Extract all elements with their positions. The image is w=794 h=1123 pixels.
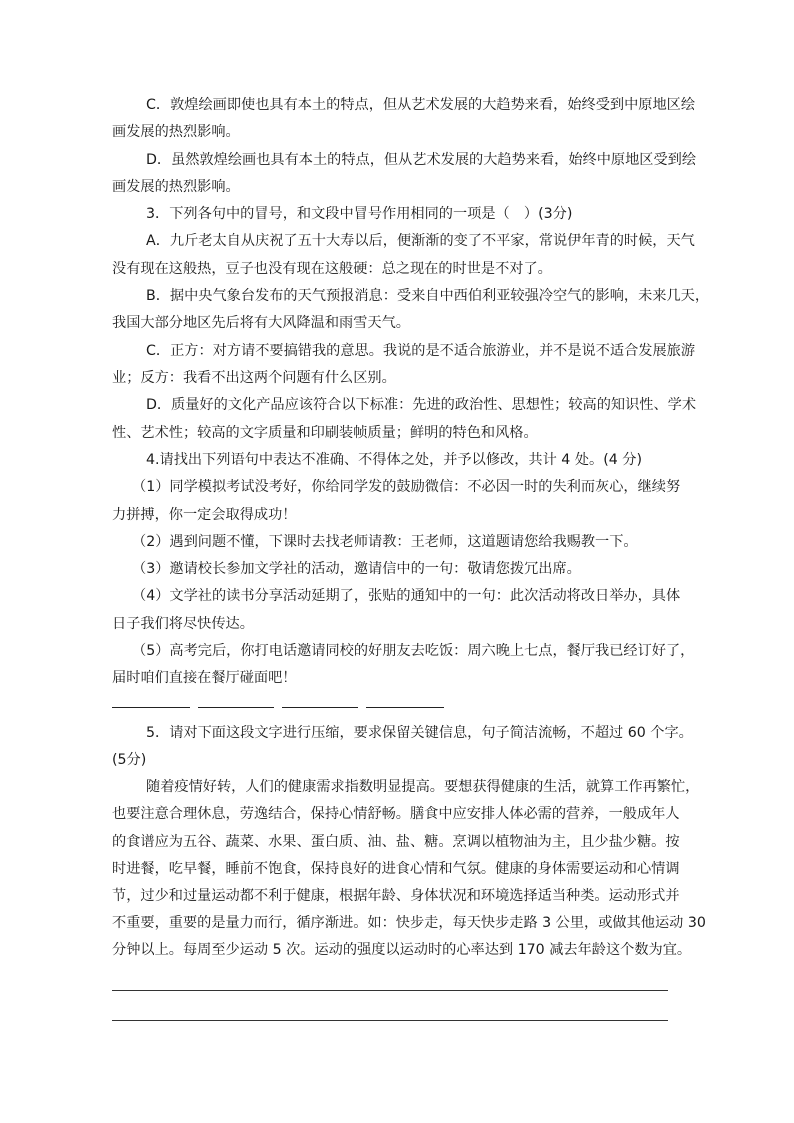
q5-stem-line1: 5．请对下面这段文字进行压缩，要求保留关键信息，句子简洁流畅，不超过 60 个字。 bbox=[146, 725, 693, 741]
q4-answer-blanks[interactable] bbox=[112, 707, 446, 709]
q5-passage-line6: 不重要，重要的是量力而行，循序渐进。如：快步走，每天快步走路 3 公里，或做其他运动 30 bbox=[112, 915, 706, 931]
q5-passage-line1: 随着疫情好转，人们的健康需求指数明显提高。要想获得健康的生活，就算工作再繁忙， bbox=[146, 779, 700, 795]
q3-option-a-line2: 没有现在这般热，豆子也没有现在这般硬：总之现在的时世是不对了。 bbox=[112, 261, 552, 277]
q5-passage-line5: 节，过少和过量运动都不利于健康，根据年龄、身体状况和环境选择适当种类。运动形式并 bbox=[112, 888, 680, 904]
q2-option-c-line2: 画发展的热烈影响。 bbox=[112, 124, 240, 140]
q4-item2: （2）遇到问题不懂，下课时去找老师请教：王老师，这道题请您给我赐教一下。 bbox=[132, 534, 638, 550]
answer-blank-2[interactable] bbox=[198, 707, 274, 708]
q3-option-c-line2: 业；反方：我看不出这两个问题有什么区别。 bbox=[112, 370, 396, 386]
q3-option-b-line2: 我国大部分地区先后将有大风降温和雨雪天气。 bbox=[112, 315, 410, 331]
q5-stem-line2: (5分) bbox=[112, 752, 147, 768]
q3-option-b-line1: B．据中央气象台发布的天气预报消息：受来自中西伯利亚较强冷空气的影响，未来几天， bbox=[146, 288, 710, 304]
q4-item1-line1: （1）同学模拟考试没考好，你给同学发的鼓励微信：不必因一时的失利而灰心，继续努 bbox=[132, 479, 681, 495]
q3-stem: 3．下列各句中的冒号，和文段中冒号作用相同的一项是（ ）(3分) bbox=[146, 206, 573, 222]
q4-item5-line1: （5）高考完后，你打电话邀请同校的好朋友去吃饭：周六晚上七点，餐厅我已经订好了， bbox=[132, 643, 695, 659]
q3-option-d-line1: D．质量好的文化产品应该符合以下标准：先进的政治性、思想性；较高的知识性、学术 bbox=[146, 397, 697, 413]
answer-blank-4[interactable] bbox=[366, 707, 444, 708]
q4-item4-line2: 日子我们将尽快传达。 bbox=[112, 616, 254, 632]
q3-option-d-line2: 性、艺术性；较高的文字质量和印刷装帧质量；鲜明的特色和风格。 bbox=[112, 425, 538, 441]
answer-blank-1[interactable] bbox=[112, 707, 190, 708]
q2-option-c-line1: C．敦煌绘画即使也具有本土的特点，但从艺术发展的大趋势来看，始终受到中原地区绘 bbox=[146, 97, 696, 113]
q4-stem: 4.请找出下列语句中表达不准确、不得体之处，并予以修改，共计 4 处。(4 分) bbox=[146, 452, 643, 468]
answer-line-2[interactable] bbox=[112, 1020, 668, 1021]
q5-passage-line4: 时进餐，吃早餐，睡前不饱食，保持良好的进食心情和气氛。健康的身体需要运动和心情调 bbox=[112, 861, 680, 877]
q5-passage-line2: 也要注意合理休息，劳逸结合，保持心情舒畅。膳食中应安排人体必需的营养，一般成年人 bbox=[112, 806, 680, 822]
q3-option-c-line1: C．正方：对方请不要搞错我的意思。我说的是不适合旅游业，并不是说不适合发展旅游 bbox=[146, 343, 696, 359]
q4-item4-line1: （4）文学社的读书分享活动延期了，张贴的通知中的一句：此次活动将改日举办，具体 bbox=[132, 588, 681, 604]
q2-option-d-line1: D．虽然敦煌绘画也具有本土的特点，但从艺术发展的大趋势来看，始终中原地区受到绘 bbox=[146, 152, 697, 168]
q4-item1-line2: 力拼搏，你一定会取得成功！ bbox=[112, 507, 297, 523]
q5-passage-line3: 的食谱应为五谷、蔬菜、水果、蛋白质、油、盐、糖。烹调以植物油为主，且少盐少糖。按 bbox=[112, 834, 680, 850]
q4-item3: （3）邀请校长参加文学社的活动，邀请信中的一句：敬请您拨冗出席。 bbox=[132, 561, 581, 577]
q5-passage-line7: 分钟以上。每周至少运动 5 次。运动的强度以运动时的心率达到 170 减去年龄这个数为宜。 bbox=[112, 942, 692, 958]
answer-line-1[interactable] bbox=[112, 990, 668, 991]
q2-option-d-line2: 画发展的热烈影响。 bbox=[112, 179, 240, 195]
q3-option-a-line1: A．九斤老太自从庆祝了五十大寿以后，便渐渐的变了不平家，常说伊年青的时候，天气 bbox=[146, 233, 695, 249]
q4-item5-line2: 届时咱们直接在餐厅碰面吧！ bbox=[112, 670, 297, 686]
answer-blank-3[interactable] bbox=[282, 707, 358, 708]
